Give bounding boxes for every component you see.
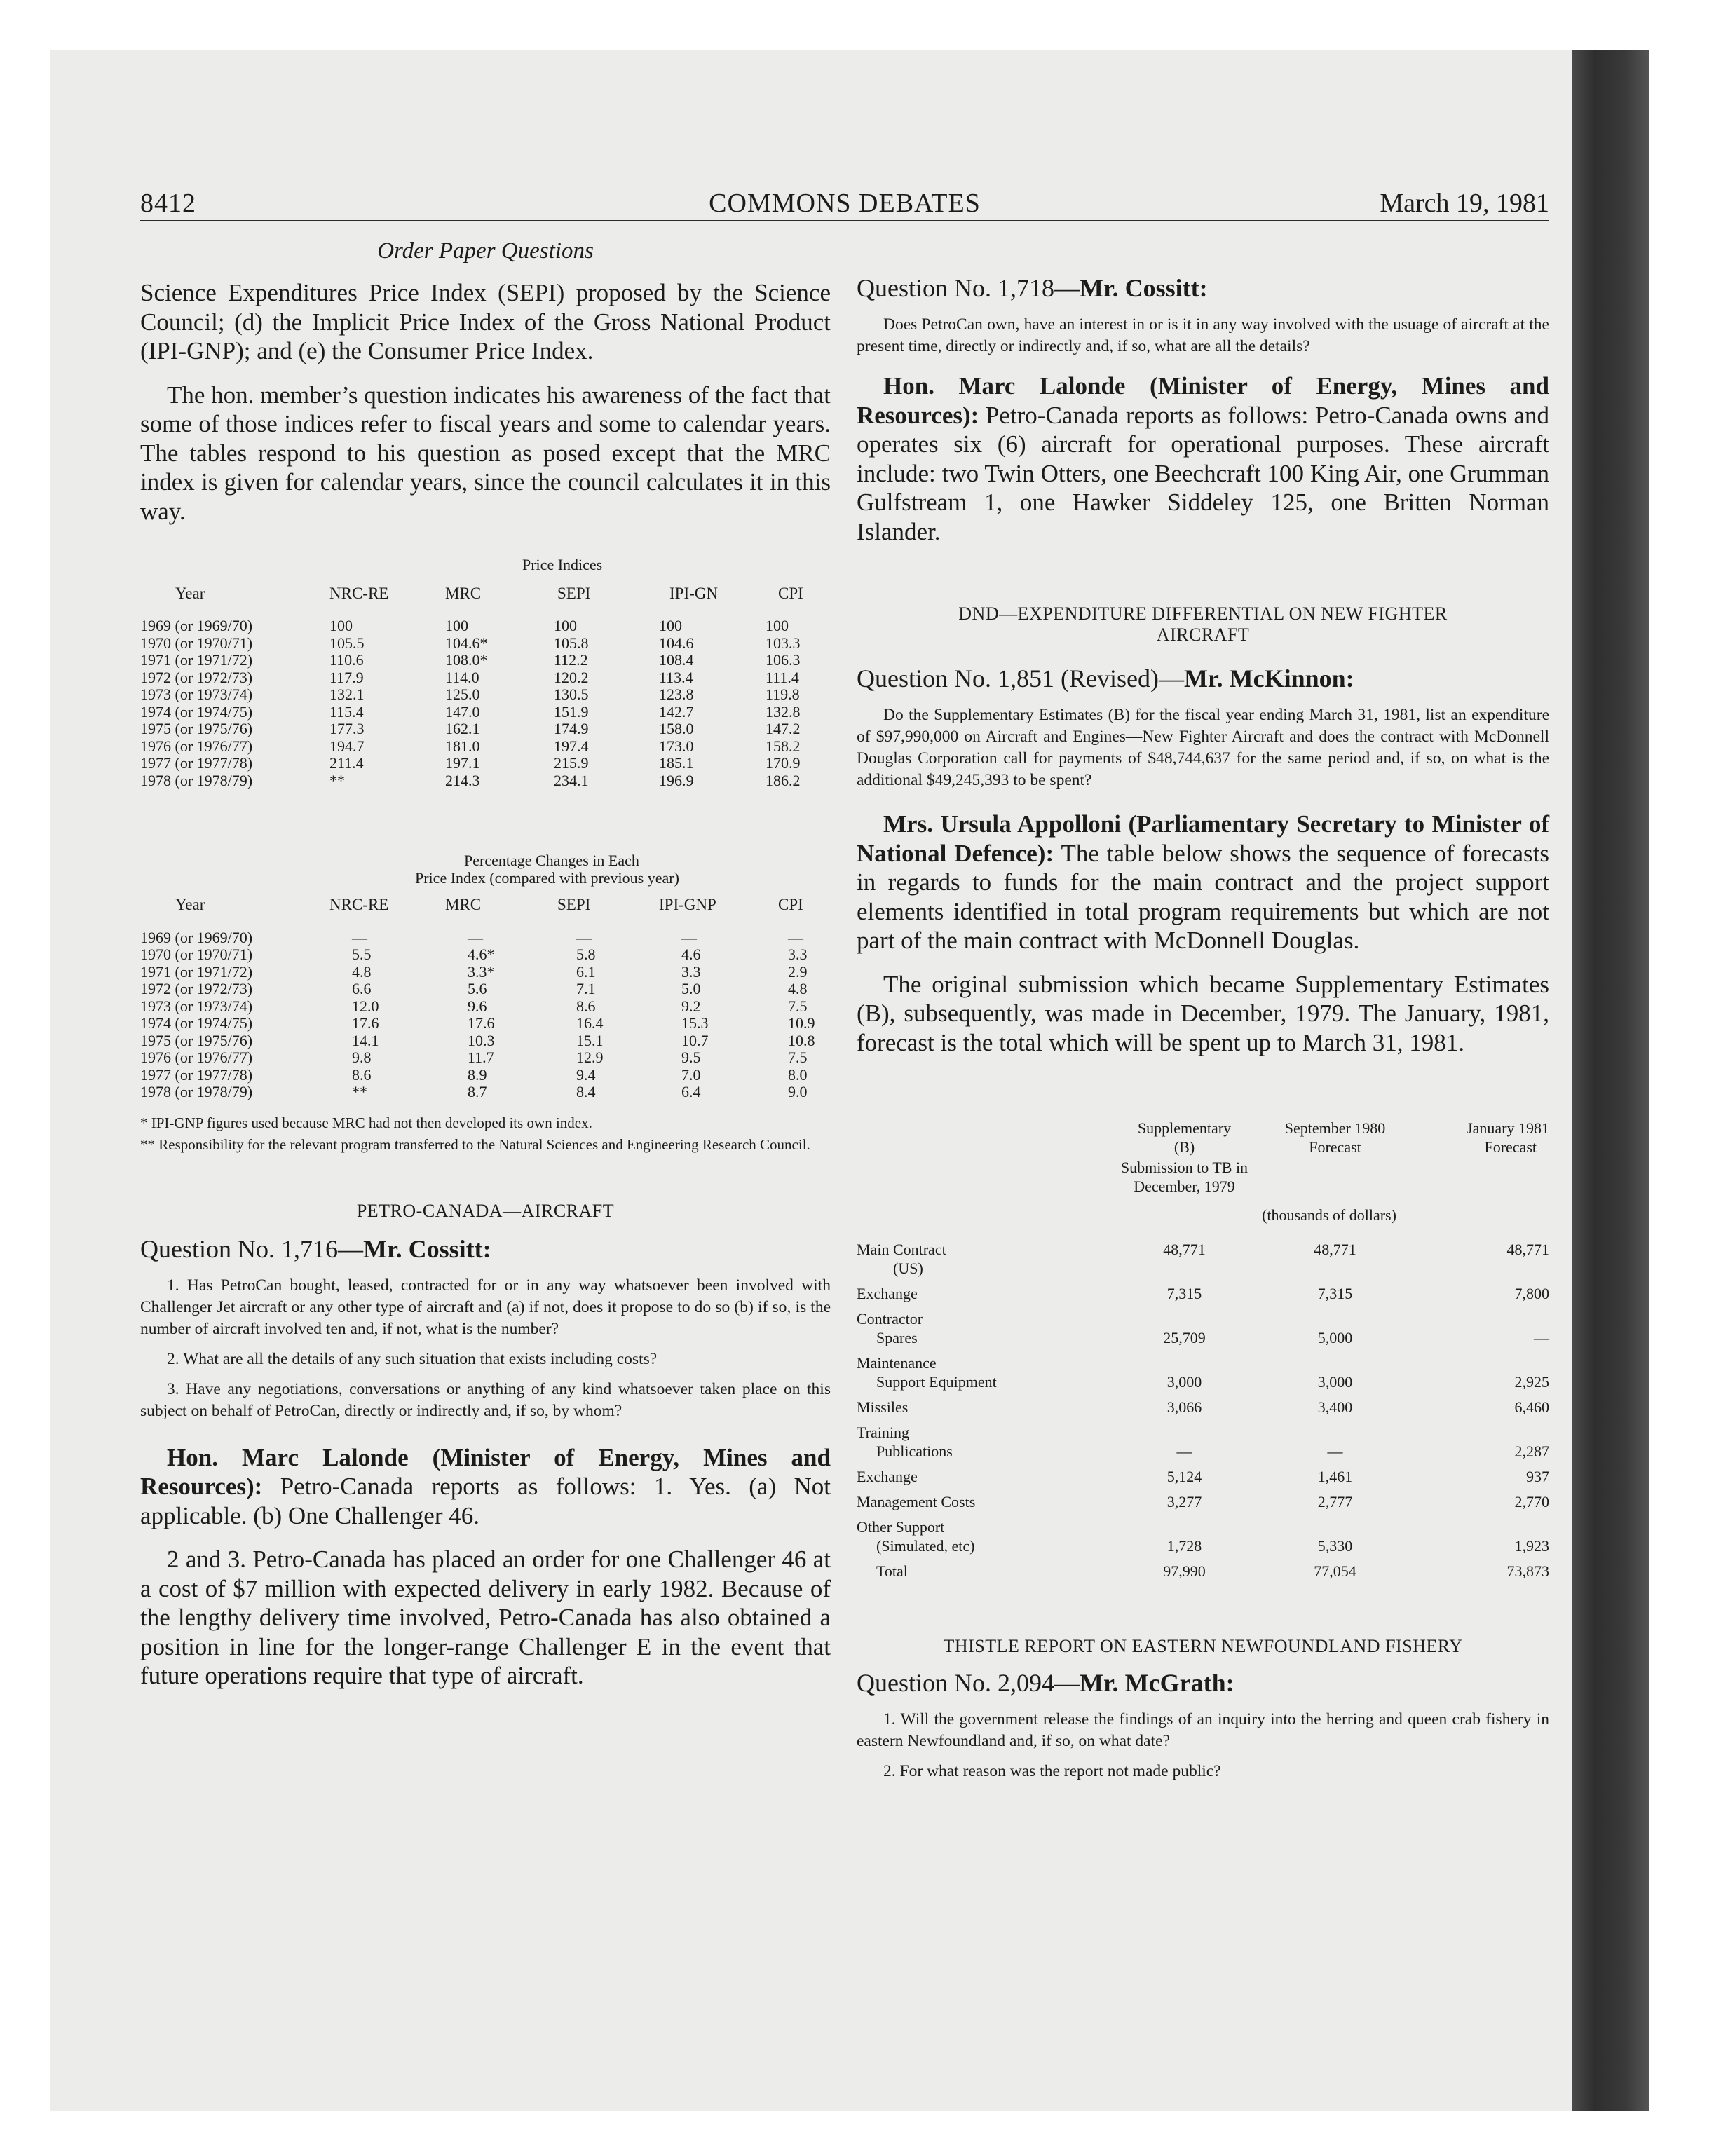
table-cell: — xyxy=(576,928,592,946)
table-row xyxy=(857,1517,1549,1562)
table-cell: 6,460 xyxy=(1514,1398,1549,1416)
question-asker: Mr. McGrath: xyxy=(1080,1669,1234,1697)
table-cell: 5,124 xyxy=(1166,1468,1202,1485)
table-cell: 7,315 xyxy=(1317,1285,1353,1302)
table-cell: 12.0 xyxy=(352,997,379,1015)
table-row xyxy=(140,686,831,704)
table-row xyxy=(140,704,831,721)
units-label: (thousands of dollars) xyxy=(1262,1206,1396,1224)
thistle-section xyxy=(857,1636,1549,1782)
table-cell: 77,054 xyxy=(1314,1562,1356,1580)
row-label-line: Contractor xyxy=(857,1310,923,1328)
table-cell: — xyxy=(681,928,697,946)
question-number: Question No. 1,716— xyxy=(140,1234,363,1263)
row-label xyxy=(857,1284,1109,1309)
answer-speaker: Mrs. Ursula Appolloni (Parliamentary Secretary to Minister of National Defence): xyxy=(857,810,1549,867)
table-row xyxy=(140,721,831,738)
table-cell: 123.8 xyxy=(659,685,694,703)
row-label-line: Main Contract xyxy=(857,1241,946,1258)
col-header: SEPI xyxy=(557,584,591,602)
table-cell: 7.5 xyxy=(788,1049,808,1066)
table-row xyxy=(857,1240,1549,1284)
row-year: 1969 (or 1969/70) xyxy=(140,928,253,946)
table-cell: 113.4 xyxy=(659,668,693,686)
table-cell: 194.7 xyxy=(329,737,365,755)
table-cell: 9.5 xyxy=(681,1049,701,1066)
table-cell: 9.8 xyxy=(352,1049,372,1066)
table-cell: 14.1 xyxy=(352,1031,379,1049)
row-label xyxy=(857,1517,1109,1562)
table-cell: 5.6 xyxy=(468,980,487,997)
row-label-line: (US) xyxy=(893,1260,923,1277)
row-year: 1969 (or 1969/70) xyxy=(140,617,253,634)
question-heading xyxy=(857,1668,1549,1698)
question-number: Question No. 1,851 (Revised)— xyxy=(857,664,1184,692)
row-label xyxy=(857,1240,1109,1284)
petro-canada-section xyxy=(140,1201,831,1691)
table-cell: 17.6 xyxy=(352,1014,379,1032)
table-cell: 9.4 xyxy=(576,1065,596,1084)
col-header: IPI-GNP xyxy=(659,896,716,913)
question-text: Do the Supplementary Estimates (B) for the fiscal year ending March 31, 1981, list an expenditure of $97,990,000 on Aircraft and Engines—New Fighter Aircraft and does the contract with McDonnell Douglas Corporation call for payments of $48,744,637 for the same period and, if so, on what is the additional $49,245,393 to be spent? xyxy=(857,706,1549,789)
table-cell: 173.0 xyxy=(659,737,694,755)
table-cell: 215.9 xyxy=(554,754,589,772)
row-label-line: Training xyxy=(857,1424,909,1441)
question-heading xyxy=(140,1234,831,1264)
table-cell: 132.1 xyxy=(329,685,365,703)
table-cell: 108.4 xyxy=(659,651,694,669)
table-cell: 115.4 xyxy=(329,702,364,721)
table-cell: 177.3 xyxy=(329,720,365,737)
row-year: 1977 (or 1977/78) xyxy=(140,1065,253,1084)
table-row xyxy=(140,755,831,772)
table-cell: 130.5 xyxy=(554,685,589,703)
table-cell: 117.9 xyxy=(329,668,364,686)
row-label xyxy=(857,1492,1109,1517)
table-cell: 3,066 xyxy=(1166,1398,1202,1416)
table-cell: 9.6 xyxy=(468,997,487,1015)
question-heading xyxy=(857,273,1549,303)
question-asker: Mr. Cossitt: xyxy=(1080,274,1208,302)
table-row xyxy=(140,1015,831,1032)
table-cell: ** xyxy=(329,771,345,789)
table-cell: 73,873 xyxy=(1506,1562,1549,1580)
table-cell: 8.0 xyxy=(788,1065,808,1084)
table-cell: 186.2 xyxy=(766,771,801,789)
table-cell: — xyxy=(352,928,367,946)
table-header-row xyxy=(857,1119,1549,1196)
row-year: 1974 (or 1974/75) xyxy=(140,1014,253,1032)
section-heading: AIRCRAFT xyxy=(1156,625,1250,645)
table-cell: 100 xyxy=(329,617,353,634)
table-cell: 158.2 xyxy=(766,737,801,755)
table-cell: 100 xyxy=(766,617,789,634)
question-item: 2. What are all the details of any such situation that exists including costs? xyxy=(167,1349,658,1368)
table-cell: 5.0 xyxy=(681,980,701,997)
table-cell: 158.0 xyxy=(659,720,694,737)
table-cell: 100 xyxy=(554,617,577,634)
table-cell: 4.8 xyxy=(352,962,372,981)
row-year: 1976 (or 1976/77) xyxy=(140,737,253,755)
row-label xyxy=(857,1562,1109,1587)
dnd-section xyxy=(857,603,1549,1057)
answer-paragraph xyxy=(140,1443,831,1531)
table-cell: 7.5 xyxy=(788,997,808,1015)
table-cell: 3.3* xyxy=(468,962,495,981)
left-column xyxy=(140,238,831,1705)
col-header: CPI xyxy=(778,584,803,602)
row-label xyxy=(857,1423,1109,1467)
table-row xyxy=(140,669,831,687)
question-item: 1. Will the government release the findings of an inquiry into the herring and queen crab fishery in eastern Newfoundland and, if so, on what date? xyxy=(857,1710,1549,1750)
table-cell: 10.3 xyxy=(468,1031,495,1049)
answer-paragraph xyxy=(857,810,1549,955)
row-label xyxy=(857,1398,1109,1423)
table-cell: 125.0 xyxy=(445,685,480,703)
table-row xyxy=(857,1562,1549,1587)
question-item: 3. Have any negotiations, conversations or anything of any kind whatsoever taken place on this subject on behalf of PetroCan, directly or indirectly and, if so, by whom? xyxy=(140,1379,831,1420)
table-cell: 120.2 xyxy=(554,668,589,686)
table-cell: — xyxy=(1176,1442,1192,1460)
answer-paragraph: The original submission which became Supplementary Estimates (B), subsequently, was made in December, 1979. The January, 1981, forecast is the total which will be spent up to March 31, 1981. xyxy=(857,970,1549,1056)
answer-speaker: Hon. Marc Lalonde (Minister of Energy, Mines and Resources): xyxy=(140,1443,831,1500)
table-cell: 2,287 xyxy=(1514,1442,1549,1460)
table-row xyxy=(857,1492,1549,1517)
row-year: 1978 (or 1978/79) xyxy=(140,771,253,789)
table-cell: 10.9 xyxy=(788,1014,815,1032)
forecast-table xyxy=(857,1119,1549,1587)
table-cell: 10.8 xyxy=(788,1031,815,1049)
col-header: September 1980 xyxy=(1284,1119,1386,1137)
table-cell: 9.0 xyxy=(788,1083,808,1100)
question-number: Question No. 2,094— xyxy=(857,1669,1080,1697)
col-header: Submission to TB in xyxy=(1120,1159,1248,1176)
table-cell: 105.5 xyxy=(329,634,365,652)
col-header: Forecast xyxy=(1484,1138,1537,1156)
table-cell: 103.3 xyxy=(766,634,801,652)
answer-speaker: Hon. Marc Lalonde (Minister of Energy, Mines and Resources): xyxy=(857,372,1549,429)
price-indices-table xyxy=(140,585,831,790)
row-label-line: Exchange xyxy=(857,1468,918,1485)
col-header: December, 1979 xyxy=(1134,1178,1235,1195)
table-row xyxy=(857,1398,1549,1423)
table-cell: 3,400 xyxy=(1317,1398,1353,1416)
row-label xyxy=(857,1467,1109,1492)
table-cell: 181.0 xyxy=(445,737,480,755)
table-row xyxy=(140,635,831,653)
col-header: MRC xyxy=(445,584,482,602)
table-cell: 8.6 xyxy=(576,997,596,1015)
row-year: 1973 (or 1973/74) xyxy=(140,685,253,703)
footnote: ** Responsibility for the relevant program transferred to the Natural Sciences and Engineering Research Council. xyxy=(140,1135,810,1153)
table-cell: 197.1 xyxy=(445,754,480,772)
table-caption: Percentage Changes in Each xyxy=(464,852,639,869)
table-cell: 147.0 xyxy=(445,702,480,721)
table-cell: 48,771 xyxy=(1163,1241,1206,1258)
table-cell: 5,330 xyxy=(1317,1537,1353,1555)
col-header: NRC-RE xyxy=(329,896,389,913)
answer-paragraph: 2 and 3. Petro-Canada has placed an order for one Challenger 46 at a cost of $7 million with expected delivery in early 1982. Because of the lengthy delivery time involved, Petro-Canada has also obtained a position in line for the longer-range Challenger E in the event that future operations require that type of aircraft. xyxy=(140,1546,831,1689)
row-year: 1970 (or 1970/71) xyxy=(140,946,253,963)
table-cell: 3.3 xyxy=(681,962,701,981)
table-cell: 147.2 xyxy=(766,720,801,737)
table-cell: 16.4 xyxy=(576,1014,604,1032)
table-cell: 8.7 xyxy=(468,1083,487,1100)
table-caption: Price Indices xyxy=(522,556,603,573)
col-header: NRC-RE xyxy=(329,584,389,602)
table-cell: 4.6 xyxy=(681,946,701,963)
page-number: 8412 xyxy=(140,189,196,218)
table-cell: 4.6* xyxy=(468,946,495,963)
table-header-row xyxy=(140,896,831,929)
header-rule xyxy=(140,220,1549,221)
table-cell: 5,000 xyxy=(1317,1329,1353,1346)
table-cell: 17.6 xyxy=(468,1014,495,1032)
table-cell: 4.8 xyxy=(788,980,808,997)
table-cell: 162.1 xyxy=(445,720,480,737)
question-item: 1. Has PetroCan bought, leased, contracted for or in any way whatsoever been involved with Challenger Jet aircraft or any other type of aircraft and (a) if not, does it propose to do so (b) if so, is the number of aircraft involved ten and, if not, what is the number? xyxy=(140,1276,831,1338)
table-cell: 5.5 xyxy=(352,946,372,963)
table-cell: 12.9 xyxy=(576,1049,604,1066)
answer-text: Petro-Canada reports as follows: Petro-Canada owns and operates six (6) aircraft for operational purposes. These aircraft include: two Twin Otters, one Beechcraft 100 King Air, one Grumman Gulfstream 1, one Hawker Siddeley 125, one Britten Norman Islander. xyxy=(857,401,1550,545)
row-year: 1976 (or 1976/77) xyxy=(140,1049,253,1066)
table-cell: 7.0 xyxy=(681,1065,701,1084)
table-cell: 111.4 xyxy=(766,668,799,686)
table-cell: 196.9 xyxy=(659,771,694,789)
row-label xyxy=(857,1309,1109,1353)
table-cell: 7.1 xyxy=(576,980,596,997)
table-cell: 48,771 xyxy=(1314,1241,1356,1258)
col-header: CPI xyxy=(778,896,803,913)
percent-changes-table xyxy=(140,896,831,1101)
table-cell: 104.6* xyxy=(445,634,488,652)
col-header: Year xyxy=(175,584,205,602)
table-cell: 110.6 xyxy=(329,651,364,669)
table-cell: 15.3 xyxy=(681,1014,709,1032)
table-row xyxy=(140,618,831,635)
row-year: 1975 (or 1975/76) xyxy=(140,720,253,737)
answer-paragraph xyxy=(857,371,1549,546)
col-header: MRC xyxy=(445,896,482,913)
section-title: Order Paper Questions xyxy=(377,238,594,264)
answer-text: Petro-Canada reports as follows: 1. Yes. (a) Not applicable. (b) One Challenger 46. xyxy=(140,1473,831,1529)
table-cell: 6.6 xyxy=(352,980,372,997)
row-year: 1970 (or 1970/71) xyxy=(140,634,253,652)
row-year: 1972 (or 1972/73) xyxy=(140,980,253,997)
row-year: 1971 (or 1971/72) xyxy=(140,962,253,981)
col-header: IPI-GN xyxy=(669,584,718,602)
publication-title: COMMONS DEBATES xyxy=(709,189,981,218)
question-number: Question No. 1,718— xyxy=(857,274,1080,302)
table-row xyxy=(140,738,831,756)
row-label-line: Maintenance xyxy=(857,1354,937,1372)
table-row xyxy=(140,772,831,790)
table-cell: 105.8 xyxy=(554,634,589,652)
table-cell: 106.3 xyxy=(766,651,801,669)
table-cell: 2.9 xyxy=(788,962,808,981)
table-header-row xyxy=(140,585,831,618)
table-cell: 185.1 xyxy=(659,754,694,772)
table-cell: 214.3 xyxy=(445,771,480,789)
table-cell: 3,000 xyxy=(1317,1373,1353,1391)
section-heading: PETRO-CANADA—AIRCRAFT xyxy=(356,1200,615,1221)
table-cell: 100 xyxy=(445,617,468,634)
row-year: 1973 (or 1973/74) xyxy=(140,997,253,1015)
table-cell: 132.8 xyxy=(766,702,801,721)
table-cell: — xyxy=(1534,1329,1549,1346)
table-row xyxy=(857,1467,1549,1492)
table-cell: 9.2 xyxy=(681,997,701,1015)
table-row xyxy=(857,1309,1549,1353)
row-label-line: Missiles xyxy=(857,1398,909,1416)
percent-changes-table-block xyxy=(140,852,831,1154)
col-header: (B) xyxy=(1173,1138,1195,1156)
row-label-line: Publications xyxy=(876,1442,953,1460)
table-cell: 7,315 xyxy=(1166,1285,1202,1302)
table-cell: 151.9 xyxy=(554,702,589,721)
table-row xyxy=(140,1067,831,1084)
col-header: Supplementary xyxy=(1137,1119,1232,1137)
table-cell: 8.9 xyxy=(468,1065,487,1084)
row-year: 1977 (or 1977/78) xyxy=(140,754,253,772)
table-cell: 197.4 xyxy=(554,737,589,755)
section-heading: DND—EXPENDITURE DIFFERENTIAL ON NEW FIGHTER xyxy=(958,603,1448,624)
question-heading xyxy=(857,664,1549,693)
footnote: * IPI-GNP figures used because MRC had not then developed its own index. xyxy=(140,1114,592,1131)
table-cell: 10.7 xyxy=(681,1031,709,1049)
table-cell: 1,728 xyxy=(1166,1537,1202,1555)
table-cell: 15.1 xyxy=(576,1031,604,1049)
question-text: Does PetroCan own, have an interest in or is it in any way involved with the usuage of aircraft at the present time, directly or indirectly and, if so, what are all the details? xyxy=(857,315,1549,355)
table-cell: ** xyxy=(352,1083,367,1100)
section-heading: THISTLE REPORT ON EASTERN NEWFOUNDLAND FISHERY xyxy=(943,1636,1463,1656)
row-year: 1975 (or 1975/76) xyxy=(140,1031,253,1049)
row-label-line: Other Support xyxy=(857,1518,945,1536)
table-cell: 8.4 xyxy=(576,1083,596,1100)
table-cell: 2,770 xyxy=(1514,1493,1549,1510)
table-cell: 108.0* xyxy=(445,651,488,669)
row-label-line: Total xyxy=(876,1562,908,1580)
row-label-line: Exchange xyxy=(857,1285,918,1302)
table-cell: 97,990 xyxy=(1163,1562,1206,1580)
scan-edge xyxy=(1572,50,1649,2111)
table-cell: — xyxy=(1327,1442,1343,1460)
table-cell: 25,709 xyxy=(1163,1329,1206,1346)
table-cell: 937 xyxy=(1526,1468,1549,1485)
table-cell: — xyxy=(788,928,803,946)
table-cell: — xyxy=(468,928,483,946)
table-cell: 2,777 xyxy=(1317,1493,1353,1510)
question-asker: Mr. McKinnon: xyxy=(1183,664,1354,692)
row-year: 1972 (or 1972/73) xyxy=(140,668,253,686)
row-label-line: Management Costs xyxy=(857,1493,976,1510)
table-cell: 6.1 xyxy=(576,962,596,981)
row-label-line: (Simulated, etc) xyxy=(876,1537,975,1555)
row-label-line: Spares xyxy=(876,1329,918,1346)
table-cell: 2,925 xyxy=(1514,1373,1549,1391)
table-row xyxy=(140,998,831,1016)
table-cell: 104.6 xyxy=(659,634,694,652)
question-asker: Mr. Cossitt: xyxy=(363,1234,491,1263)
table-row xyxy=(140,929,831,947)
page-date: March 19, 1981 xyxy=(1380,189,1549,218)
table-row xyxy=(140,964,831,981)
table-cell: 11.7 xyxy=(468,1049,494,1066)
row-year: 1974 (or 1974/75) xyxy=(140,702,253,721)
table-row xyxy=(857,1423,1549,1467)
table-cell: 142.7 xyxy=(659,702,694,721)
answer-text: The table below shows the sequence of forecasts in regards to funds for the main contract and the project support elements identified in total program requirements but which are not part of the main contract with McDonnell Douglas. xyxy=(857,839,1549,954)
table-cell: 1,461 xyxy=(1317,1468,1353,1485)
table-cell: 6.4 xyxy=(681,1083,701,1100)
row-year: 1971 (or 1971/72) xyxy=(140,651,253,669)
table-cell: 114.0 xyxy=(445,668,479,686)
table-cell: 100 xyxy=(659,617,682,634)
table-cell: 3.3 xyxy=(788,946,808,963)
table-row xyxy=(140,1049,831,1067)
explanation-paragraph: The hon. member’s question indicates his awareness of the fact that some of those indices refer to fiscal years and some to calendar years. The tables respond to his question as posed except that the MRC index is given for calendar years, since the council calculates it in this way. xyxy=(140,381,831,525)
col-header: Forecast xyxy=(1309,1138,1361,1156)
right-column xyxy=(857,273,1549,1791)
table-cell: 174.9 xyxy=(554,720,589,737)
table-row xyxy=(140,981,831,998)
table-cell: 234.1 xyxy=(554,771,589,789)
row-year: 1978 (or 1978/79) xyxy=(140,1083,253,1100)
row-label-line: Support Equipment xyxy=(876,1373,997,1391)
table-cell: 3,277 xyxy=(1166,1493,1202,1510)
row-label xyxy=(857,1353,1109,1398)
col-header: SEPI xyxy=(557,896,591,913)
table-cell: 7,800 xyxy=(1514,1285,1549,1302)
table-cell: 119.8 xyxy=(766,685,800,703)
table-cell: 8.6 xyxy=(352,1065,372,1084)
table-cell: 1,923 xyxy=(1514,1537,1549,1555)
table-row xyxy=(140,946,831,964)
question-item: 2. For what reason was the report not made public? xyxy=(883,1762,1221,1780)
table-row xyxy=(857,1353,1549,1398)
forecast-table-block xyxy=(857,1119,1549,1587)
col-header: Year xyxy=(175,896,205,913)
table-caption: Price Index (compared with previous year) xyxy=(415,868,679,887)
table-cell: 112.2 xyxy=(554,651,588,669)
price-indices-table-block xyxy=(140,557,831,789)
table-cell: 5.8 xyxy=(576,946,596,963)
table-row xyxy=(140,1084,831,1101)
table-row xyxy=(857,1284,1549,1309)
table-cell: 170.9 xyxy=(766,754,801,772)
table-row xyxy=(140,1032,831,1050)
table-cell: 3,000 xyxy=(1166,1373,1202,1391)
table-cell: 48,771 xyxy=(1506,1241,1549,1258)
table-cell: 211.4 xyxy=(329,754,364,772)
intro-paragraph: Science Expenditures Price Index (SEPI) proposed by the Science Council; (d) the Implicit Price Index of the Gross National Product (IPI-GNP); and (e) the Consumer Price Index. xyxy=(140,279,831,364)
table-row xyxy=(140,652,831,669)
col-header: January 1981 xyxy=(1467,1119,1549,1137)
